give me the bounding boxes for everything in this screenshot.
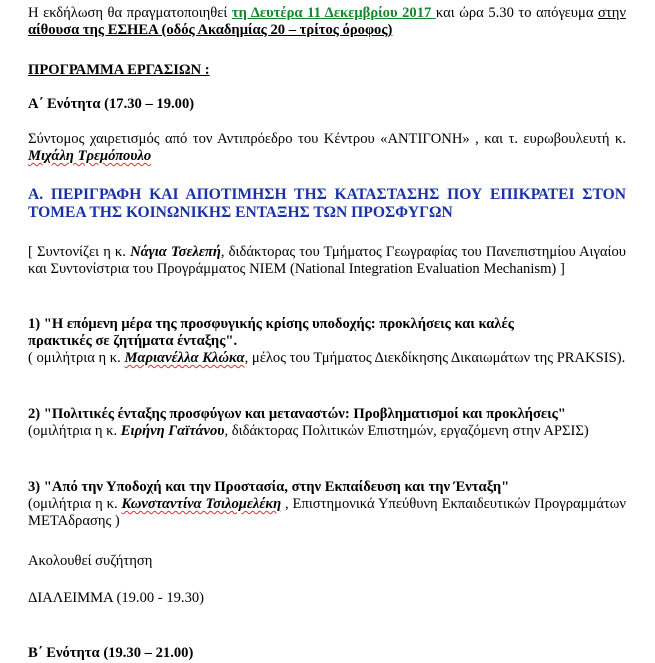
talk-1-speaker-name: Μαριανέλλα Κλώκα (124, 350, 245, 366)
section-b-heading: Β΄ Ενότητα (19.30 – 21.00) (28, 645, 194, 661)
intro-text-1: Η εκδήλωση θα πραγματοποιηθεί (28, 5, 232, 21)
coordinator-text-2: , διδάκτορας του Τμήματος Γεωγραφίας του Πανεπιστημίου Αιγαίου και Συντονίστρια του Προγράμματος NIEM (National Integration Evaluation Mechanism) ] (28, 244, 626, 277)
talk-3-title: 3) "Από την Υποδοχή και την Προστασία, στην Εκπαίδευση και την Ένταξη" (28, 479, 510, 495)
venue-prefix: στην (598, 5, 627, 21)
venue-name: αίθουσα της ΕΣΗΕΑ (28, 22, 158, 38)
intro-text-2: και ώρα 5.30 το απόγευμα (435, 5, 599, 21)
talk-2-post: , διδάκτορας Πολιτικών Επιστημών, εργαζόμενη στην ΑΡΣΙΣ) (224, 423, 589, 439)
talk-3-post: , Επιστημονικά Υπεύθυνη Εκπαιδευτικών Προγραμμάτων ΜΕΤΑδρασης ) (28, 496, 626, 529)
discussion-line: Ακολουθεί συζήτηση (28, 553, 153, 569)
welcome-paragraph (28, 131, 626, 165)
coordinator-paragraph (28, 244, 626, 278)
venue-address: (οδός Ακαδημίας 20 – τρίτος όροφος) (157, 22, 393, 38)
intro-paragraph (28, 5, 626, 39)
event-date: τη Δευτέρα 11 Δεκεμβρίου 2017 (231, 5, 436, 21)
talk-2-speaker-name: Ειρήνη Γαϊτάνου (120, 423, 225, 439)
break-line: ΔΙΑΛΕΙΜΜΑ (19.00 - 19.30) (28, 590, 205, 606)
program-title: ΠΡΟΓΡΑΜΜΑ ΕΡΓΑΣΙΩΝ : (28, 62, 210, 78)
talk-2 (28, 406, 626, 440)
talk-3-pre: (ομιλήτρια η κ. (28, 496, 122, 512)
talk-1-post: , μέλος του Τμήματος Διεκδίκησης Δικαιωμάτων της PRAKSIS). (244, 350, 626, 366)
talk-3-speaker-name: Κωνσταντίνα Τσιλομελέκη (121, 496, 282, 512)
talk-2-title: 2) "Πολιτικές ένταξης προσφύγων και μεταναστών: Προβληματισμοί και προκλήσεις" (28, 406, 566, 422)
welcome-speaker-name: Μιχάλη Τρεμόπουλο (28, 148, 152, 164)
talk-1-pre: ( ομιλήτρια η κ. (28, 350, 125, 366)
talk-3 (28, 479, 626, 530)
talk-2-speaker (28, 423, 626, 440)
talk-3-speaker (28, 496, 626, 530)
section-a-heading: Α΄ Ενότητα (17.30 – 19.00) (28, 96, 195, 112)
talk-2-pre: (ομιλήτρια η κ. (28, 423, 121, 439)
coordinator-text-1: [ Συντονίζει η κ. (28, 244, 131, 260)
talk-1-title: 1) "Η επόμενη μέρα της προσφυγικής κρίσης υποδοχής: προκλήσεις και καλές πρακτικές σε ζητήματα ένταξης". (28, 316, 514, 349)
coordinator-name: Νάγια Τσελεπή (130, 244, 221, 260)
theme-heading: Α. ΠΕΡΙΓΡΑΦΗ ΚΑΙ ΑΠΟΤΙΜΗΣΗ ΤΗΣ ΚΑΤΑΣΤΑΣΗΣ ΠΟΥ ΕΠΙΚΡΑΤΕΙ ΣΤΟΝ ΤΟΜΕΑ ΤΗΣ ΚΟΙΝΩΝΙΚΗΣ ΕΝΤΑΞΗΣ ΤΩΝ ΠΡΟΣΦΥΓΩΝ (28, 186, 626, 221)
talk-1-speaker (28, 350, 626, 367)
welcome-text: Σύντομος χαιρετισμός από τον Αντιπρόεδρο του Κέντρου «ΑΝΤΙΓΟΝΗ» , και τ. ευρωβουλευτή κ. (28, 131, 626, 147)
talk-1 (28, 316, 626, 367)
